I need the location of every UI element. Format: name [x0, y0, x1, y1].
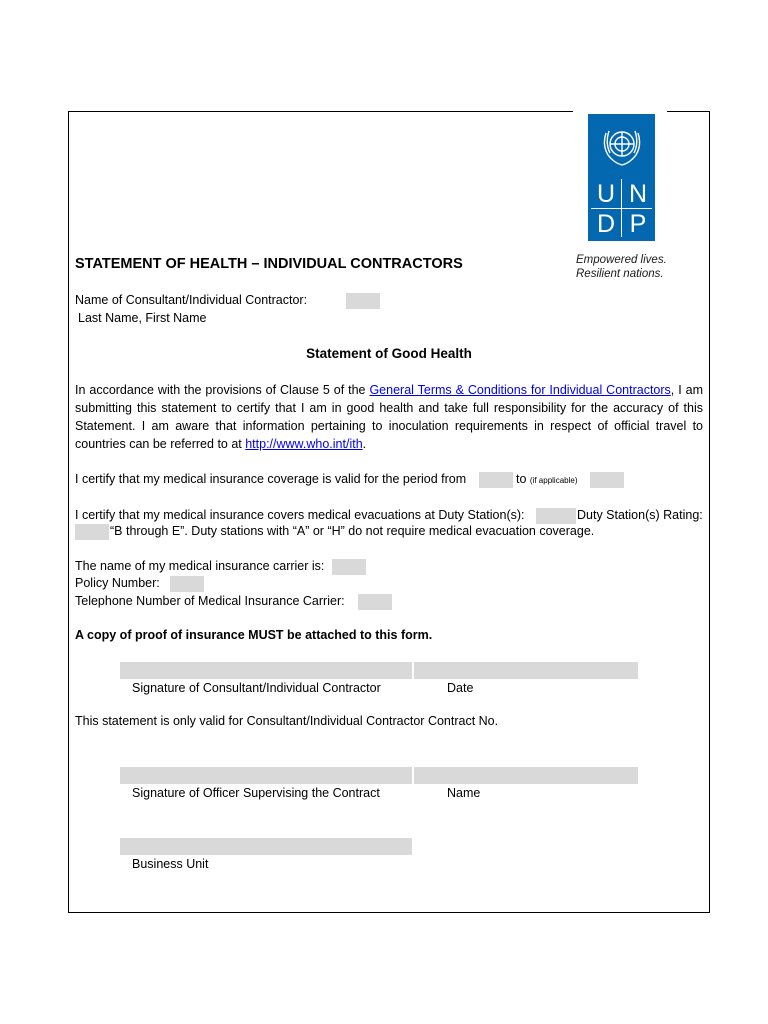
- evacuation-note: “B through E”. Duty stations with “A” or “H” do not require medical evacuation coverage.: [110, 524, 595, 538]
- coverage-to-label: to (if applicable): [516, 472, 578, 486]
- date-field[interactable]: [414, 662, 638, 679]
- policy-field[interactable]: [170, 576, 204, 592]
- carrier-field[interactable]: [332, 559, 366, 575]
- logo-divider: [621, 179, 622, 237]
- coverage-to-field[interactable]: [590, 472, 624, 488]
- carrier-label: The name of my medical insurance carrier is:: [75, 559, 325, 573]
- coverage-label: I certify that my medical insurance coverage is valid for the period from: [75, 472, 467, 486]
- coverage-from-field[interactable]: [479, 472, 513, 488]
- contractor-signature-label: Signature of Consultant/Individual Contractor: [132, 681, 381, 695]
- name-field[interactable]: [346, 293, 380, 309]
- name-hint: Last Name, First Name: [78, 311, 207, 325]
- phone-field[interactable]: [358, 594, 392, 610]
- who-link[interactable]: http://www.who.int/ith: [245, 437, 363, 451]
- policy-label: Policy Number:: [75, 576, 160, 590]
- validity-statement: This statement is only valid for Consultant/Individual Contractor Contract No.: [75, 714, 499, 728]
- business-unit-label: Business Unit: [132, 857, 209, 871]
- rating-label: Duty Station(s) Rating:: [577, 508, 703, 522]
- logo-letter-p: P: [629, 210, 647, 238]
- name-label: Name of Consultant/Individual Contractor:: [75, 293, 308, 307]
- logo-letter-d: D: [596, 210, 616, 238]
- page-title: STATEMENT OF HEALTH – INDIVIDUAL CONTRACTORS: [75, 256, 463, 272]
- un-emblem-icon: [596, 121, 648, 171]
- business-unit-field[interactable]: [120, 838, 412, 855]
- terms-link[interactable]: General Terms & Conditions for Individual Contractors: [369, 383, 671, 397]
- phone-label: Telephone Number of Medical Insurance Carrier:: [75, 594, 345, 608]
- officer-name-label: Name: [447, 786, 481, 800]
- officer-signature-field[interactable]: [120, 767, 412, 784]
- section-subtitle: Statement of Good Health: [306, 346, 472, 361]
- officer-signature-label: Signature of Officer Supervising the Contract: [132, 786, 380, 800]
- rating-field[interactable]: [75, 524, 109, 540]
- evacuation-label: I certify that my medical insurance covers medical evacuations at Duty Station(s):: [75, 508, 525, 522]
- statement-paragraph: In accordance with the provisions of Clause 5 of the General Terms & Conditions for Individual Contractors, I am submitting this statement to certify that I am in good health and take full responsibility for the accuracy of this Statement. I am aware that information pertaining to inoculation requirements in respect of official travel to countries can be referred to at http://www.who.int/ith.: [75, 383, 703, 451]
- logo-tagline: Empowered lives. Resilient nations.: [576, 254, 667, 280]
- contractor-signature-field[interactable]: [120, 662, 412, 679]
- date-label: Date: [447, 681, 474, 695]
- proof-notice: A copy of proof of insurance MUST be attached to this form.: [75, 628, 433, 642]
- officer-name-field[interactable]: [414, 767, 638, 784]
- logo-letter-n: N: [628, 180, 648, 208]
- logo-letter-u: U: [596, 180, 616, 208]
